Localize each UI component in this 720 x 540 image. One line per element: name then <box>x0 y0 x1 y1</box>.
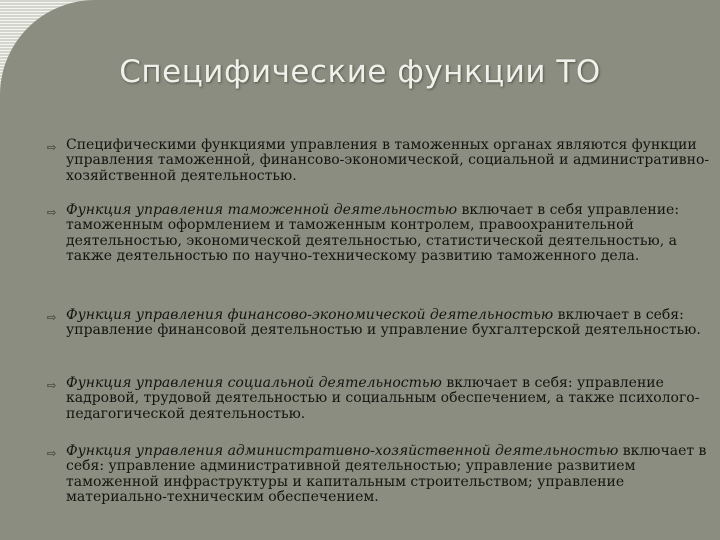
arrow-bullet-icon: ⇨ <box>47 379 57 392</box>
bullet-text: включает в себя управление: таможенным оформлением и таможенным контролем, правоохранительной деятельностью, экономической деятельностью, статистической деятельностью, а также деятельностью по научно-техническому развитию таможенного дела. <box>66 202 680 265</box>
arrow-bullet-icon: ⇨ <box>47 311 57 324</box>
bullet-item <box>44 308 712 339</box>
bullet-italic-text: Функция управления административно-хозяйственной деятельностью <box>66 443 619 459</box>
bullet-item <box>44 203 712 265</box>
arrow-bullet-icon: ⇨ <box>47 141 57 154</box>
bullet-italic-text: Функция управления финансово-экономической деятельностью <box>66 307 554 323</box>
slide-title: Специфические функции ТО <box>119 54 601 90</box>
bullet-italic-text: Функция управления социальной деятельностью <box>66 375 442 391</box>
arrow-bullet-icon: ⇨ <box>47 447 57 460</box>
bullet-text-block <box>66 444 712 506</box>
bullet-text: включает в себя: управление административной деятельностью; управление развитием таможенной инфраструктуры и капитальным строительством; управление материально-техническим обеспечением. <box>66 443 707 506</box>
bullet-text: включает в себя: управление финансовой деятельностью и управление бухгалтерской деятельностью. <box>66 307 701 339</box>
bullet-text-block <box>66 376 712 422</box>
bullet-text: Специфическими функциями управления в таможенных органах являются функции управления таможенной, финансово-экономической, социальной и административно-хозяйственной деятельностью. <box>66 137 710 184</box>
bullet-item <box>44 138 712 184</box>
bullet-text-block <box>66 138 712 184</box>
bullet-text: включает в себя: управление кадровой, трудовой деятельностью и социальным обеспечением, а также психолого-педагогической деятельностью. <box>66 375 700 422</box>
bullet-italic-text: Функция управления таможенной деятельностью <box>66 202 458 218</box>
arrow-bullet-icon: ⇨ <box>47 206 57 219</box>
bullet-item <box>44 376 712 422</box>
bullet-item <box>44 444 712 506</box>
bullet-text-block <box>66 203 712 265</box>
bullet-text-block <box>66 308 712 339</box>
